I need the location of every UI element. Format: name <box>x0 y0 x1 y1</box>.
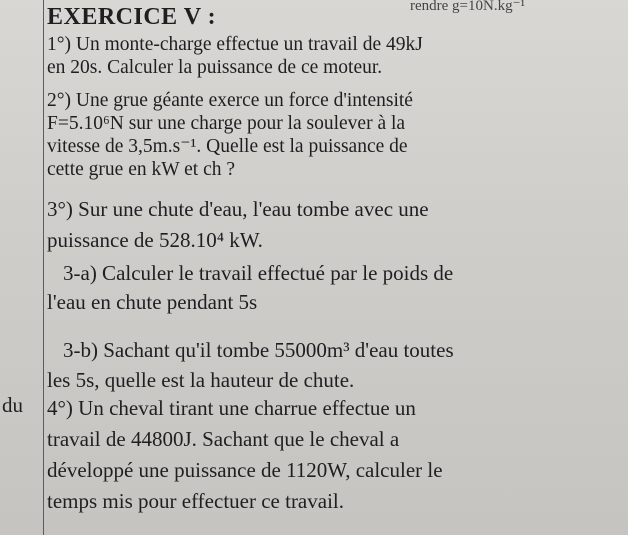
question-3-number: 3°) <box>47 197 73 221</box>
question-1 <box>47 33 622 79</box>
question-1-number: 1°) <box>47 34 72 55</box>
question-3a-line-1: 3-a) Calculer le travail effectué par le poids de <box>63 261 454 285</box>
question-3b <box>47 335 622 395</box>
question-2-number: 2°) <box>47 90 72 111</box>
question-4-line-1: Un cheval tirant une charrue effectue un <box>78 396 416 420</box>
question-4-line-4: temps mis pour effectuer ce travail. <box>47 489 344 513</box>
question-3 <box>47 194 622 256</box>
question-3a-line-2: l'eau en chute pendant 5s <box>47 290 258 314</box>
question-1-line-2: en 20s. Calculer la puissance de ce moteur. <box>47 57 383 78</box>
question-4-line-3: développé une puissance de 1120W, calculer le <box>47 458 443 482</box>
question-3-line-1: Sur une chute d'eau, l'eau tombe avec une <box>78 197 429 221</box>
question-3-line-2: puissance de 528.10⁴ kW. <box>47 228 263 252</box>
question-2 <box>47 89 622 181</box>
question-4 <box>47 393 622 517</box>
exercise-title: EXERCICE V : <box>47 4 217 30</box>
question-1-line-1: Un monte-charge effectue un travail de 49kJ <box>75 34 423 55</box>
question-2-line-1: Une grue géante exerce un force d'intensité <box>75 90 413 111</box>
margin-word: du <box>2 393 23 417</box>
question-2-line-3: vitesse de 3,5m.s⁻¹. Quelle est la puissance de <box>47 136 408 157</box>
cut-off-header-text: rendre g=10N.kg⁻¹ <box>410 0 526 14</box>
question-4-number: 4°) <box>47 396 73 420</box>
question-2-line-2: F=5.10⁶N sur une charge pour la soulever à la <box>47 113 406 134</box>
question-3b-line-2: les 5s, quelle est la hauteur de chute. <box>47 368 355 392</box>
question-4-line-2: travail de 44800J. Sachant que le cheval a <box>47 427 400 451</box>
question-2-line-4: cette grue en kW et ch ? <box>47 159 236 180</box>
question-3b-line-1: 3-b) Sachant qu'il tombe 55000m³ d'eau toutes <box>63 338 454 362</box>
margin-rule <box>43 0 44 535</box>
question-3a <box>47 259 622 317</box>
